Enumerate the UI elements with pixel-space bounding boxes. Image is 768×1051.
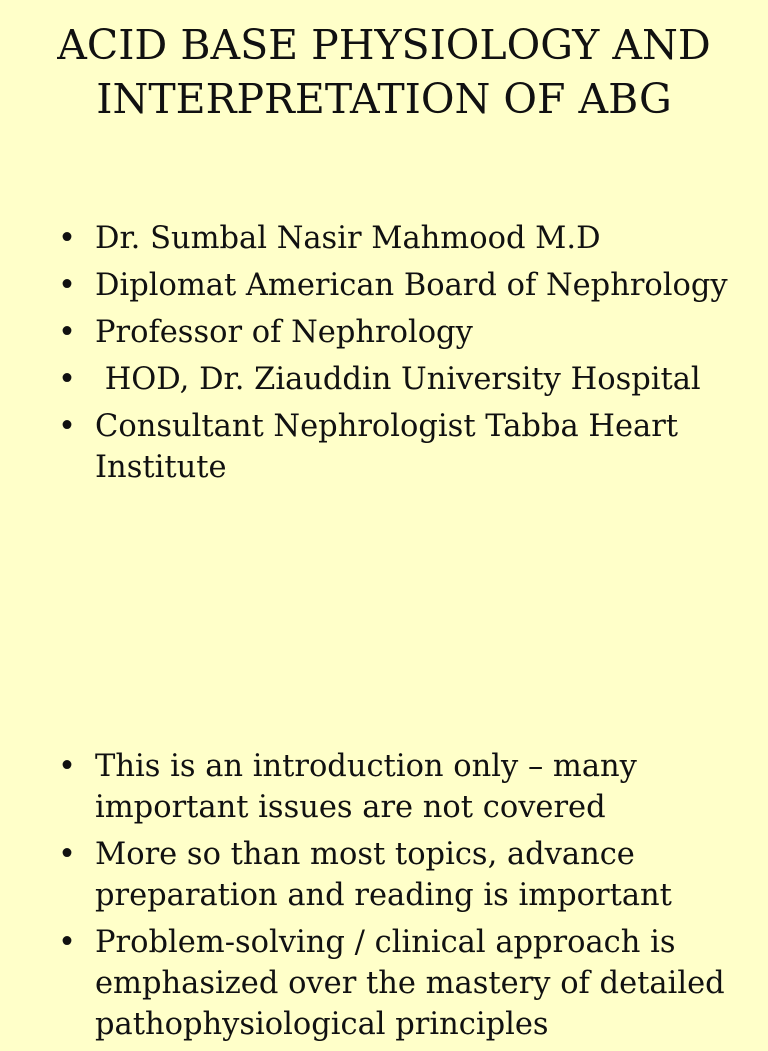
bullet-icon: • <box>58 221 76 256</box>
lecture-notes-bullet-list <box>58 746 738 1051</box>
introduction-note: This is an introduction only – many important issues are not covered <box>95 749 647 825</box>
consultant-position: Consultant Nephrologist Tabba Heart Institute <box>95 409 688 485</box>
list-item <box>58 218 738 259</box>
board-certification: Diplomat American Board of Nephrology <box>95 268 728 303</box>
bullet-icon: • <box>58 925 76 960</box>
clinical-approach-note: Problem-solving / clinical approach is emphasized over the mastery of detailed pathophysiological principles <box>95 925 735 1042</box>
bullet-icon: • <box>58 837 76 872</box>
bullet-icon: • <box>58 268 76 303</box>
bullet-icon: • <box>58 409 76 444</box>
academic-position: Professor of Nephrology <box>95 315 473 350</box>
list-item <box>58 406 738 488</box>
presenter-name: Dr. Sumbal Nasir Mahmood M.D <box>95 221 601 256</box>
presenter-bullet-list <box>58 218 738 494</box>
bullet-icon: • <box>58 362 76 397</box>
bullet-icon: • <box>58 749 76 784</box>
bullet-icon: • <box>58 315 76 350</box>
department-position: HOD, Dr. Ziauddin University Hospital <box>95 362 701 397</box>
preparation-note: More so than most topics, advance preparation and reading is important <box>95 837 672 913</box>
list-item <box>58 834 738 916</box>
list-item <box>58 922 738 1045</box>
slide-title: ACID BASE PHYSIOLOGY AND INTERPRETATION OF ABG <box>57 21 711 123</box>
list-item <box>58 359 738 400</box>
list-item <box>58 312 738 353</box>
list-item <box>58 265 738 306</box>
list-item <box>58 746 738 828</box>
